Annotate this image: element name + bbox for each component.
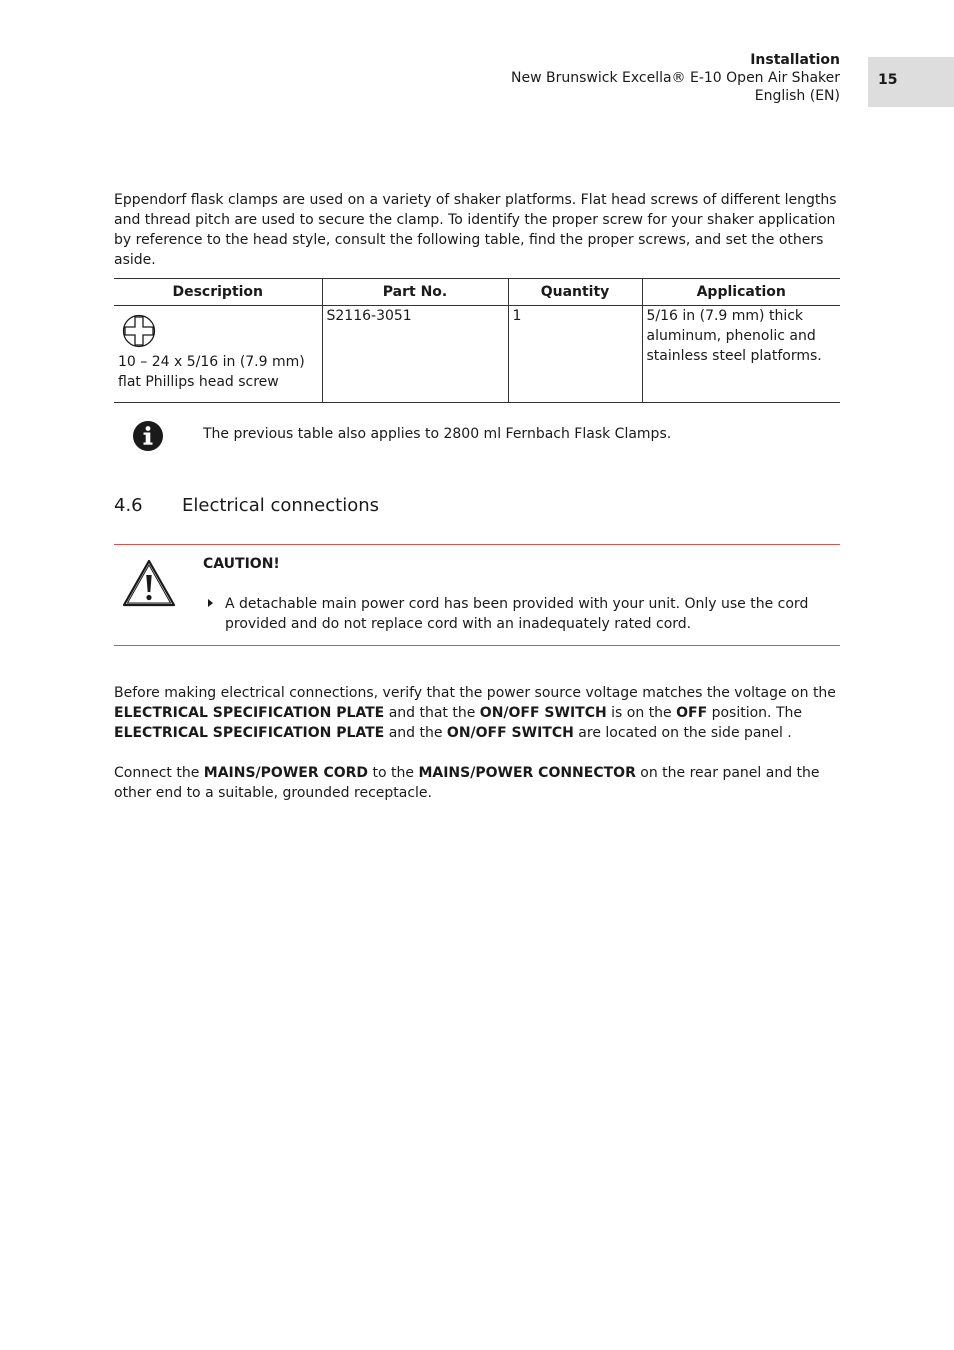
page-number: 15 bbox=[878, 72, 898, 88]
para2-bold-cord: MAINS/POWER CORD bbox=[203, 765, 369, 781]
para1-text-6: are located on the side panel . bbox=[573, 725, 792, 741]
cell-quantity: 1 bbox=[508, 306, 642, 403]
note-text: The previous table also applies to 2800 ml Fernbach Flask Clamps. bbox=[203, 426, 672, 442]
para1-bold-spec-plate-2: ELECTRICAL SPECIFICATION PLATE bbox=[114, 725, 385, 741]
section-heading bbox=[114, 494, 379, 518]
para1-text-1: Before making electrical connections, verify that the power source voltage matches the voltage on the bbox=[114, 685, 836, 701]
para1-bold-switch: ON/OFF SWITCH bbox=[479, 705, 607, 721]
table-header-row bbox=[114, 279, 840, 306]
caution-text: A detachable main power cord has been provided with your unit. Only use the cord provided and do not replace cord with an inadequately rated cord. bbox=[225, 596, 809, 632]
table-row bbox=[114, 306, 840, 403]
para1-bold-off: OFF bbox=[676, 705, 708, 721]
section-title: Electrical connections bbox=[182, 495, 380, 516]
info-icon bbox=[133, 421, 163, 451]
caution-title: CAUTION! bbox=[203, 556, 280, 572]
caution-box bbox=[114, 544, 840, 646]
para1-bold-spec-plate: ELECTRICAL SPECIFICATION PLATE bbox=[114, 705, 385, 721]
col-header-quantity: Quantity bbox=[508, 279, 642, 306]
para1-text-4: position. The bbox=[707, 705, 802, 721]
header-language: English (EN) bbox=[754, 88, 840, 104]
intro-paragraph: Eppendorf flask clamps are used on a variety of shaker platforms. Flat head screws of different lengths and thread pitch are used to secure the clamp. To identify the proper screw for your shaker application by reference to the head style, consult the following table, find the proper screws, and set the others aside. bbox=[114, 192, 837, 268]
description-line2: flat Phillips head screw bbox=[118, 374, 279, 390]
electrical-paragraph bbox=[114, 683, 841, 743]
header-section: Installation bbox=[750, 52, 840, 68]
description-line1: 10 – 24 x 5/16 in (7.9 mm) bbox=[118, 354, 305, 370]
col-header-part-no: Part No. bbox=[322, 279, 508, 306]
info-note bbox=[114, 418, 841, 454]
para2-text-3: on the rear panel and the other end to a suitable, grounded receptacle. bbox=[114, 765, 820, 801]
para1-text-2: and that the bbox=[384, 705, 480, 721]
para1-text-3: is on the bbox=[606, 705, 677, 721]
col-header-description: Description bbox=[114, 279, 322, 306]
running-header bbox=[511, 51, 840, 105]
phillips-screw-icon bbox=[122, 314, 156, 348]
col-header-application: Application bbox=[642, 279, 840, 306]
header-product: New Brunswick Excella® E-10 Open Air Shaker bbox=[511, 70, 840, 86]
page-number-tab bbox=[868, 57, 954, 107]
screw-table bbox=[114, 278, 840, 403]
cell-part-no: S2116-3051 bbox=[322, 306, 508, 403]
para1-bold-switch-2: ON/OFF SWITCH bbox=[446, 725, 574, 741]
warning-triangle-icon bbox=[122, 559, 176, 607]
bullet-arrow-icon bbox=[208, 599, 213, 607]
power-cord-paragraph bbox=[114, 763, 841, 803]
para2-text-2: to the bbox=[368, 765, 419, 781]
section-number: 4.6 bbox=[114, 495, 143, 516]
para2-text-1: Connect the bbox=[114, 765, 204, 781]
para1-text-5: and the bbox=[384, 725, 447, 741]
cell-application: 5/16 in (7.9 mm) thick aluminum, phenolic and stainless steel platforms. bbox=[642, 306, 840, 403]
para2-bold-connector: MAINS/POWER CONNECTOR bbox=[418, 765, 636, 781]
cell-description bbox=[114, 306, 322, 403]
